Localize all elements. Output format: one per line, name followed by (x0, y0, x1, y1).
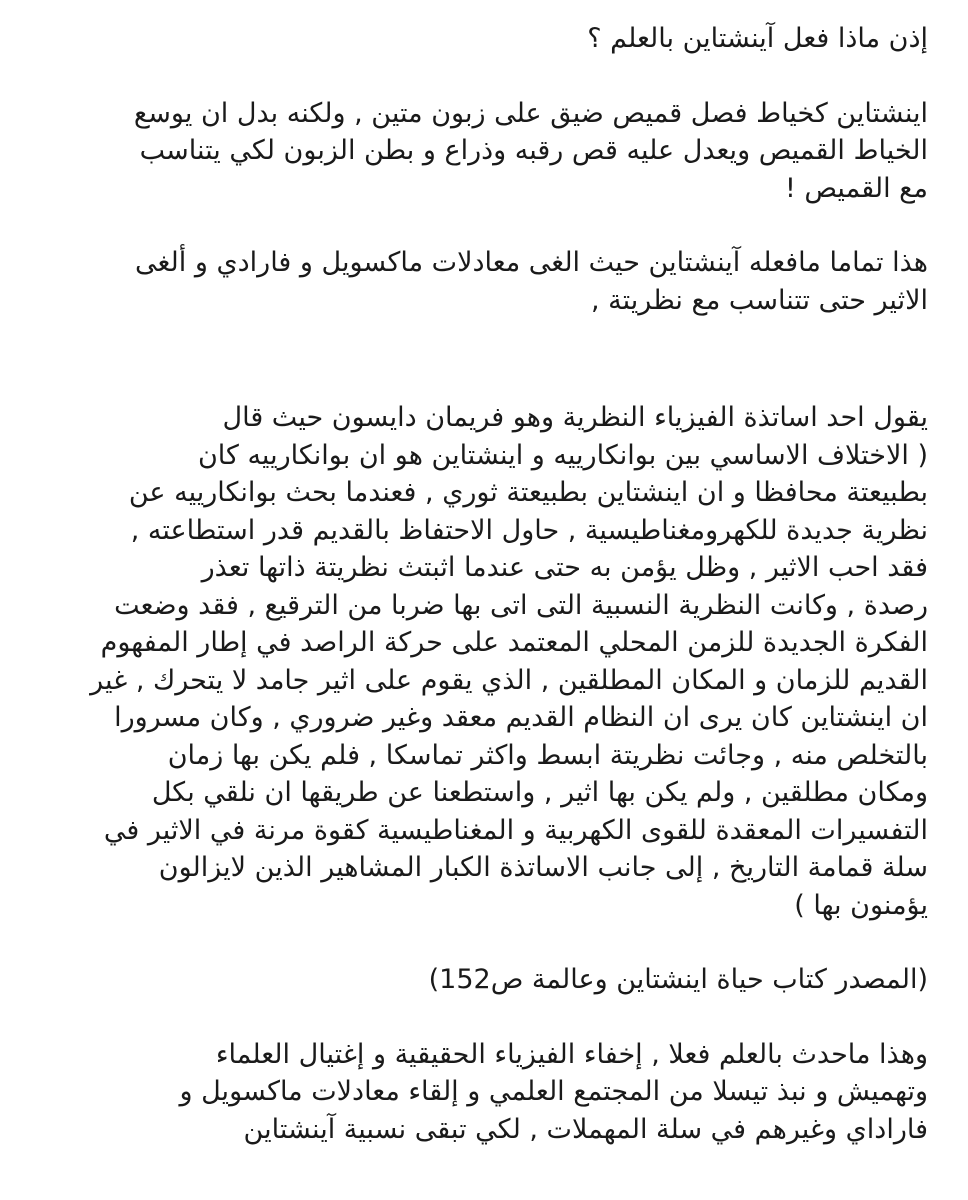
text-line: التفسيرات المعقدة للقوى الكهربية و المغناطيسية كقوة مرنة في الاثير في (103, 814, 928, 846)
text-line: يقول احد اساتذة الفيزياء النظرية وهو فريمان دايسون حيث قال (222, 402, 928, 433)
text-line: إذن ماذا فعل آينشتاين بالعلم ؟ (587, 23, 928, 54)
text-line: فاراداي وغيرهم في سلة المهملات , لكي تبقى نسبية آينشتاين (243, 1113, 928, 1145)
text-line: الفكرة الجديدة للزمن المحلي المعتمد على حركة الراصد في إطار المفهوم (100, 627, 928, 658)
text-line: الخياط القميص ويعدل عليه قص رقبه وذراع و بطن الزبون لكي يتناسب (139, 135, 928, 166)
text-line: وهذا ماحدث بالعلم فعلا , إخفاء الفيزياء الحقيقية و إغتيال العلماء (215, 1038, 928, 1070)
text-line: الاثير حتى تتناسب مع نظريتة , (591, 284, 928, 316)
text-line: اينشتاين كخياط فصل قميص ضيق على زبون متين , ولكنه بدل ان يوسع (133, 97, 928, 129)
text-line: نظرية جديدة للكهرومغناطيسية , حاول الاحتفاظ بالقديم قدر استطاعته , (130, 514, 928, 546)
text-line: هذا تماما مافعله آينشتاين حيث الغى معادلات ماكسويل و فارادي و ألغى (135, 247, 928, 278)
text-line: (المصدر كتاب حياة اينشتاين وعالمة ص152) (428, 964, 928, 995)
dyson-quote-paragraph (40, 399, 928, 924)
text-line: القديم للزمان و المكان المطلقين , الذي يقوم على اثير جامد لا يتحرك , غير (90, 664, 928, 696)
text-line: بطبيعتة محافظا و ان اينشتاين بطبيعتة ثوري , فعندما بحث بوانكارييه عن (128, 477, 928, 508)
text-line: فقد احب الاثير , وظل يؤمن به حتى عندما اثبتث نظريتة ذاتها تعذر (201, 552, 928, 583)
conclusion-paragraph (40, 1036, 928, 1149)
text-line: يؤمنون بها ) (794, 889, 928, 921)
text-line: ان اينشتاين كان يرى ان النظام القديم معقد وغير ضروري , وكان مسرورا (114, 702, 928, 733)
tailor-analogy-paragraph (40, 95, 928, 208)
text-line: سلة قمامة التاريخ , إلى جانب الاساتذة الكبار المشاهير الذين لايزالون (158, 852, 928, 883)
text-line: مع القميص ! (784, 172, 928, 204)
source-citation (40, 961, 928, 999)
text-line: ومكان مطلقين , ولم يكن بها اثير , واستطعنا عن طريقها ان نلقي بكل (151, 777, 928, 808)
maxwell-paragraph (40, 244, 928, 319)
text-line: بالتخلص منه , وجائت نظريتة ابسط واكثر تماسكا , فلم يكن بها زمان (167, 739, 928, 771)
text-line: رصدة , وكانت النظرية النسبية التى اتى بها ضربا من الترقيع , فقد وضعت (114, 589, 928, 621)
document-body (40, 20, 928, 1148)
text-line: وتهميش و نبذ تيسلا من المجتمع العلمي و إلقاء معادلات ماكسويل و (179, 1076, 928, 1107)
text-line: ( الاختلاف الاساسي بين بوانكارييه و اينشتاين هو ان بوانكارييه كان (197, 439, 928, 471)
question-heading (40, 20, 928, 58)
